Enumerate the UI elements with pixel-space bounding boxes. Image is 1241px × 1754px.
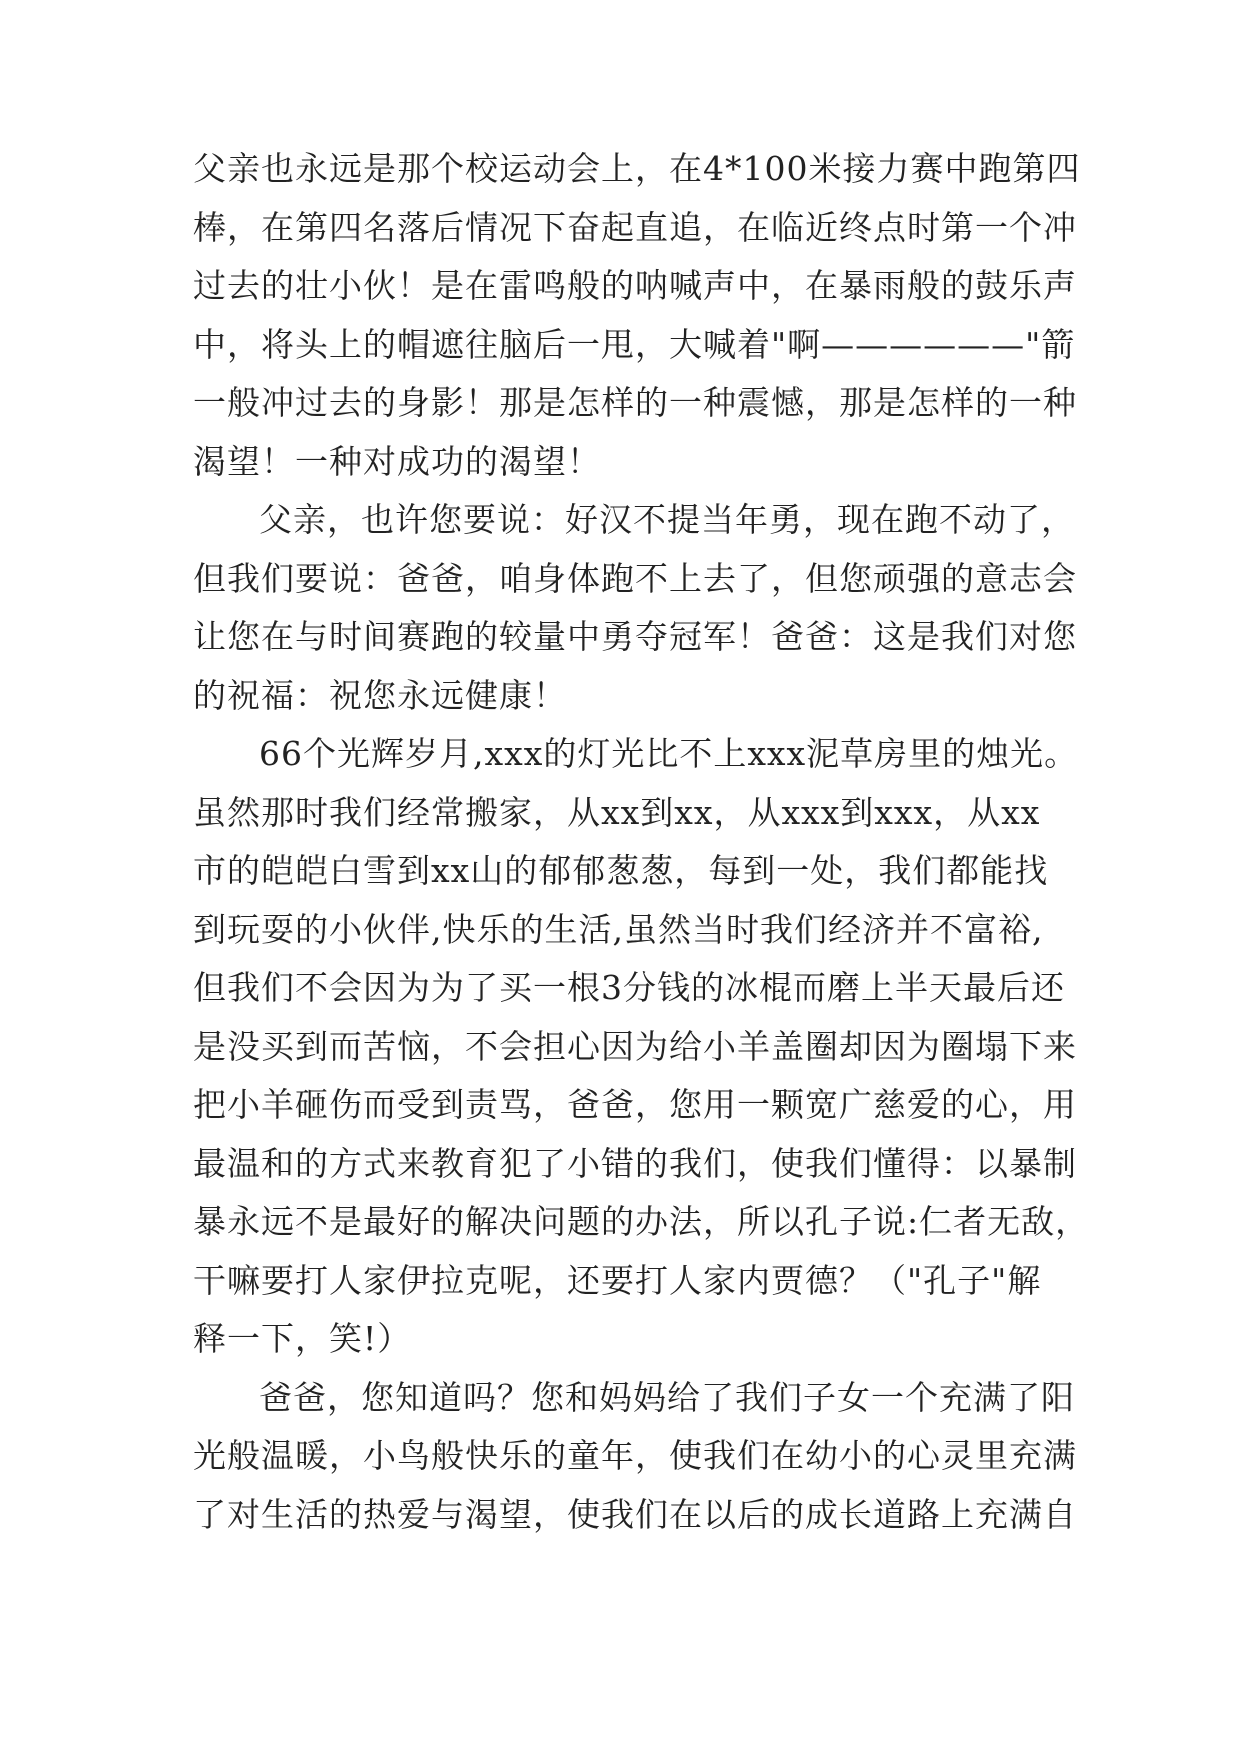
text-line-first: 66个光辉岁月,xxx的灯光比不上xxx泥草房里的烛光。: [259, 734, 1079, 773]
text-line: 过去的壮小伙！是在雷鸣般的呐喊声中，在暴雨般的鼓乐声: [193, 266, 1077, 305]
text-line: 市的皑皑白雪到xx山的郁郁葱葱，每到一处，我们都能找: [193, 851, 1049, 890]
text-line: 让您在与时间赛跑的较量中勇夺冠军！爸爸：这是我们对您: [193, 617, 1077, 656]
text-line: 到玩耍的小伙伴,快乐的生活,虽然当时我们经济并不富裕,: [193, 909, 1044, 949]
text-line: 中，将头上的帽遮往脑后一甩，大喊着"啊——————"箭: [193, 324, 1076, 364]
text-line: 父亲也永远是那个校运动会上，在4*100米接力赛中跑第四: [193, 149, 1081, 188]
text-line: 渴望！一种对成功的渴望！: [193, 441, 601, 481]
text-line: 但我们要说：爸爸，咱身体跑不上去了，但您顽强的意志会: [193, 558, 1077, 598]
text-line-first: 父亲，也许您要说：好汉不提当年勇，现在跑不动了，: [259, 500, 1075, 539]
text-line: 棒，在第四名落后情况下奋起直追，在临近终点时第一个冲: [193, 207, 1077, 247]
text-line: 但我们不会因为为了买一根3分钱的冰棍而磨上半天最后还: [193, 968, 1065, 1007]
text-line: 暴永远不是最好的解决问题的办法，所以孔子说:仁者无敌，: [193, 1202, 1090, 1241]
text-line: 把小羊砸伤而受到责骂，爸爸，您用一颗宽广慈爱的心，用: [193, 1085, 1077, 1124]
text-line: 虽然那时我们经常搬家，从xx到xx，从xxx到xxx，从xx: [193, 792, 1041, 832]
text-line: 的祝福：祝您永远健康！: [193, 675, 567, 715]
text-line: 干嘛要打人家伊拉克呢，还要打人家内贾德？（"孔子"解: [193, 1260, 1042, 1300]
text-line: 一般冲过去的身影！那是怎样的一种震憾，那是怎样的一种: [193, 383, 1077, 422]
text-line: 释一下，笑!）: [193, 1319, 412, 1358]
text-line: 光般温暖，小鸟般快乐的童年，使我们在幼小的心灵里充满: [193, 1436, 1077, 1475]
text-line: 是没买到而苦恼，不会担心因为给小羊盖圈却因为圈塌下来: [193, 1026, 1077, 1066]
text-line: 最温和的方式来教育犯了小错的我们，使我们懂得：以暴制: [193, 1143, 1077, 1183]
text-line-first: 爸爸，您知道吗？您和妈妈给了我们子女一个充满了阳: [259, 1377, 1075, 1417]
text-line: 了对生活的热爱与渴望，使我们在以后的成长道路上充满自: [193, 1494, 1077, 1534]
document-body: [193, 140, 1090, 1544]
